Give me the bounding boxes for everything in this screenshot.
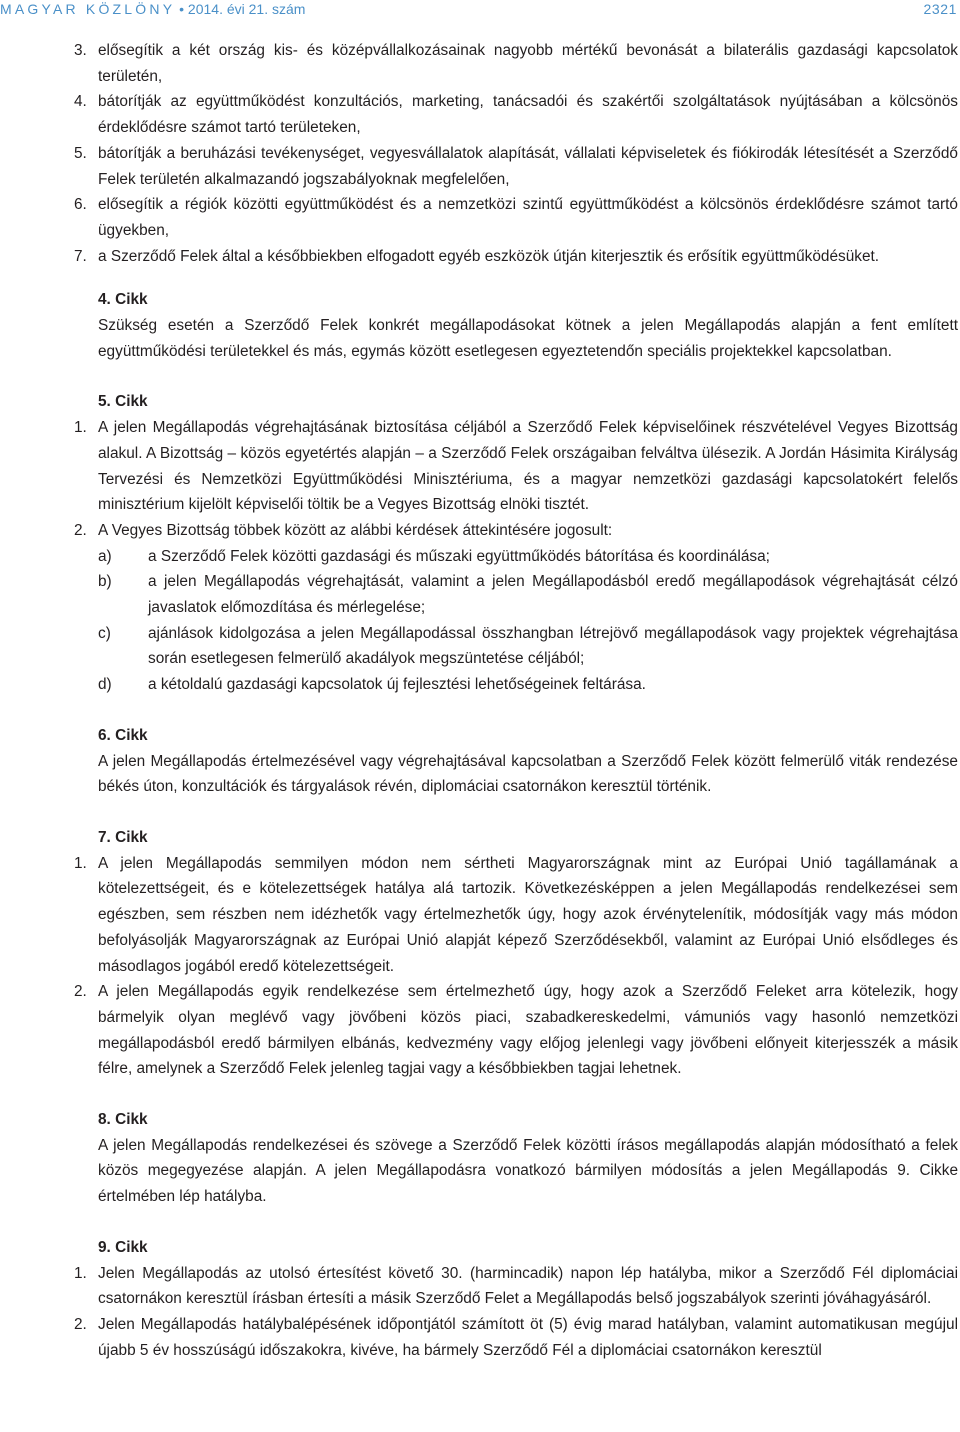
article-6: [74, 723, 958, 800]
article-9: [74, 1235, 958, 1364]
article-paragraph: [74, 1261, 958, 1312]
paragraph-number: 1.: [74, 854, 87, 872]
list-item-number: 4.: [74, 93, 87, 111]
paragraph-text: Jelen Megállapodás hatálybalépésének időpontjától számított öt (5) évig marad hatályban, valamint automatikusan megújul újabb 5 év hosszúságú időszakokra, kivéve, ha bármely Szerződő Fél a diplomáciai csatornákon keresztül: [98, 1315, 958, 1359]
article-paragraph: [74, 1312, 958, 1363]
article-8: [74, 1107, 958, 1210]
sub-item: [74, 621, 958, 672]
header-bullet: •: [179, 1, 185, 17]
article-5: [74, 389, 958, 697]
sub-item-label: d): [98, 676, 112, 694]
paragraph-number: 2.: [74, 521, 87, 539]
article-paragraph: A jelen Megállapodás értelmezésével vagy végrehajtásával kapcsolatban a Szerződő Felek között felmerülő viták rendezése békés úton, konzultációk és tárgyalások révén, diplomáciai csatornákon keresztül történik.: [98, 752, 958, 796]
issue-label: 2014. évi 21. szám: [187, 1, 306, 17]
article-7: [74, 825, 958, 1082]
sub-item: [74, 569, 958, 620]
article-title: 5. Cikk: [98, 393, 148, 411]
paragraph-text: Jelen Megállapodás az utolsó értesítést követő 30. (harmincadik) napon lép hatályba, mikor a Szerződő Fél diplomáciai csatornákon keresztül írásban értesíti a másik Szerződő Felet a Megállapodás belső jogszabályok szerinti jóváhagyásáról.: [98, 1264, 958, 1308]
list-item-text: bátorítják a beruházási tevékenységet, vegyesvállalatok alapítását, vállalati képviseletek és fiókirodák létesítését a Szerződő Felek területén alkalmazandó jogszabályoknak megfelelően,: [98, 144, 958, 188]
paragraph-number: 1.: [74, 1264, 87, 1282]
article-paragraph: [74, 518, 958, 544]
sub-item: [74, 672, 958, 698]
list-item: [74, 244, 958, 270]
list-top: [74, 38, 958, 269]
sub-item-label: c): [98, 624, 111, 642]
list-item: [74, 38, 958, 89]
article-paragraph: [74, 415, 958, 518]
list-item-number: 7.: [74, 247, 87, 265]
journal-title: MAGYAR KÖZLÖNY: [0, 1, 176, 17]
article-paragraph: [74, 851, 958, 980]
list-item-number: 6.: [74, 196, 87, 214]
list-item-text: a Szerződő Felek által a későbbiekben elfogadott egyéb eszközök útján kiterjesztik és erősítik együttműködésüket.: [98, 247, 880, 265]
article-title: 8. Cikk: [98, 1111, 148, 1129]
article-paragraph: Szükség esetén a Szerződő Felek konkrét megállapodásokat kötnek a jelen Megállapodás alapján a fent említett együttműködési területekkel és más, egymás között esetlegesen egyeztetendőn speciális projektekkel kapcsolatban.: [98, 317, 958, 360]
article-4: [74, 287, 958, 364]
paragraph-text: A jelen Megállapodás végrehajtásának biztosítása céljából a Szerződő Felek képviselőinek részvételével Vegyes Bizottság alakul. A Bizottság – közös egyetértés alapján – a Szerződő Felek országaiban felváltva ülésezik. A Jordán Hásimita Királyság Tervezési és Nemzetközi Együttműködési Minisztériuma, és a magyar nemzetközi gazdasági kapcsolatokért felelős minisztérium kijelölt képviselői töltik be a Vegyes Bizottság elnöki tisztét.: [98, 419, 958, 514]
article-title: 9. Cikk: [98, 1238, 148, 1256]
page-number: 2321: [923, 1, 957, 17]
article-title: 7. Cikk: [98, 828, 148, 846]
list-item-text: bátorítják az együttműködést konzultációs, marketing, tanácsadói és szakértői szolgáltatások nyújtásában a kölcsönös érdeklődésre számot tartó területeken,: [98, 93, 958, 137]
sub-item-text: a jelen Megállapodás végrehajtását, valamint a jelen Megállapodásból eredő megállapodások végrehajtását célzó javaslatok előmozdítása és mérlegelése;: [148, 573, 958, 617]
paragraph-text: A jelen Megállapodás semmilyen módon nem sértheti Magyarországnak mint az Európai Unió tagállamának a kötelezettségeit, és e kötelezettségek hatálya alá tartozik. Következésképpen a jelen Megállapodás rendelkezései sem egészben, sem részben nem idézhetők vagy értelmezhetők úgy, hogy azok érvénytelenítik, módosítják vagy más módon befolyásolják Magyarországnak az Európai Unió alapját képező Szerződésekből, valamint az Európai Unió elsődleges és másodlagos jogából eredő kötelezettségeit.: [98, 854, 958, 975]
article-title: 6. Cikk: [98, 726, 148, 744]
paragraph-number: 2.: [74, 1315, 87, 1333]
paragraph-text: A Vegyes Bizottság többek között az alábbi kérdések áttekintésére jogosult:: [98, 521, 613, 539]
sub-item-label: b): [98, 573, 112, 591]
sub-item-text: ajánlások kidolgozása a jelen Megállapodással összhangban létrejövő megállapodások vagy projektek végrehajtása során esetlegesen felmerülő akadályok megszüntetése céljából;: [148, 624, 958, 668]
sub-item-label: a): [98, 547, 112, 565]
list-item-text: elősegítik a régiók közötti együttműködést és a nemzetközi szintű együttműködést a kölcsönös érdeklődésre számot tartó ügyekben,: [98, 196, 958, 239]
document-body: [74, 38, 958, 1363]
list-item: [74, 192, 958, 243]
header-left: [0, 1, 305, 17]
paragraph-number: 2.: [74, 983, 87, 1001]
list-item: [74, 141, 958, 192]
list-item-text: elősegítik a két ország kis- és középvállalkozásainak nagyobb mértékű bevonását a bilaterális gazdasági kapcsolatok területén,: [98, 42, 958, 85]
paragraph-number: 1.: [74, 419, 87, 437]
list-item-number: 5.: [74, 144, 87, 162]
page-header: [0, 0, 960, 26]
list-item: [74, 89, 958, 140]
article-paragraph: [74, 979, 958, 1082]
article-paragraph: A jelen Megállapodás rendelkezései és szövege a Szerződő Felek közötti írásos megállapodás alapján módosítható a felek közös megegyezése alapján. A jelen Megállapodásra vonatkozó bármilyen módosítás a jelen Megállapodás 9. Cikke értelmében lép hatályba.: [98, 1136, 958, 1206]
list-item-number: 3.: [74, 42, 87, 59]
sub-item-text: a Szerződő Felek közötti gazdasági és műszaki együttműködés bátorítása és koordinálása;: [148, 547, 770, 565]
article-title: 4. Cikk: [98, 291, 148, 309]
paragraph-text: A jelen Megállapodás egyik rendelkezése sem értelmezhető úgy, hogy azok a Szerződő Feleket arra kötelezik, hogy bármelyik olyan meglévő vagy jövőbeni közös piaci, szabadkereskedelmi, vámuniós vagy hasonló nemzetközi megállapodásból eredő bármilyen elbánás, kedvezmény vagy előjog jelenlegi vagy jövőbeni előnyeit kiterjesszék a másik félre, amelynek a Szerződő Felek jelenleg tagjai vagy a későbbiekben tagjai lehetnek.: [98, 983, 958, 1078]
sub-item: [74, 544, 958, 570]
sub-item-text: a kétoldalú gazdasági kapcsolatok új fejlesztési lehetőségeinek feltárása.: [148, 676, 646, 694]
